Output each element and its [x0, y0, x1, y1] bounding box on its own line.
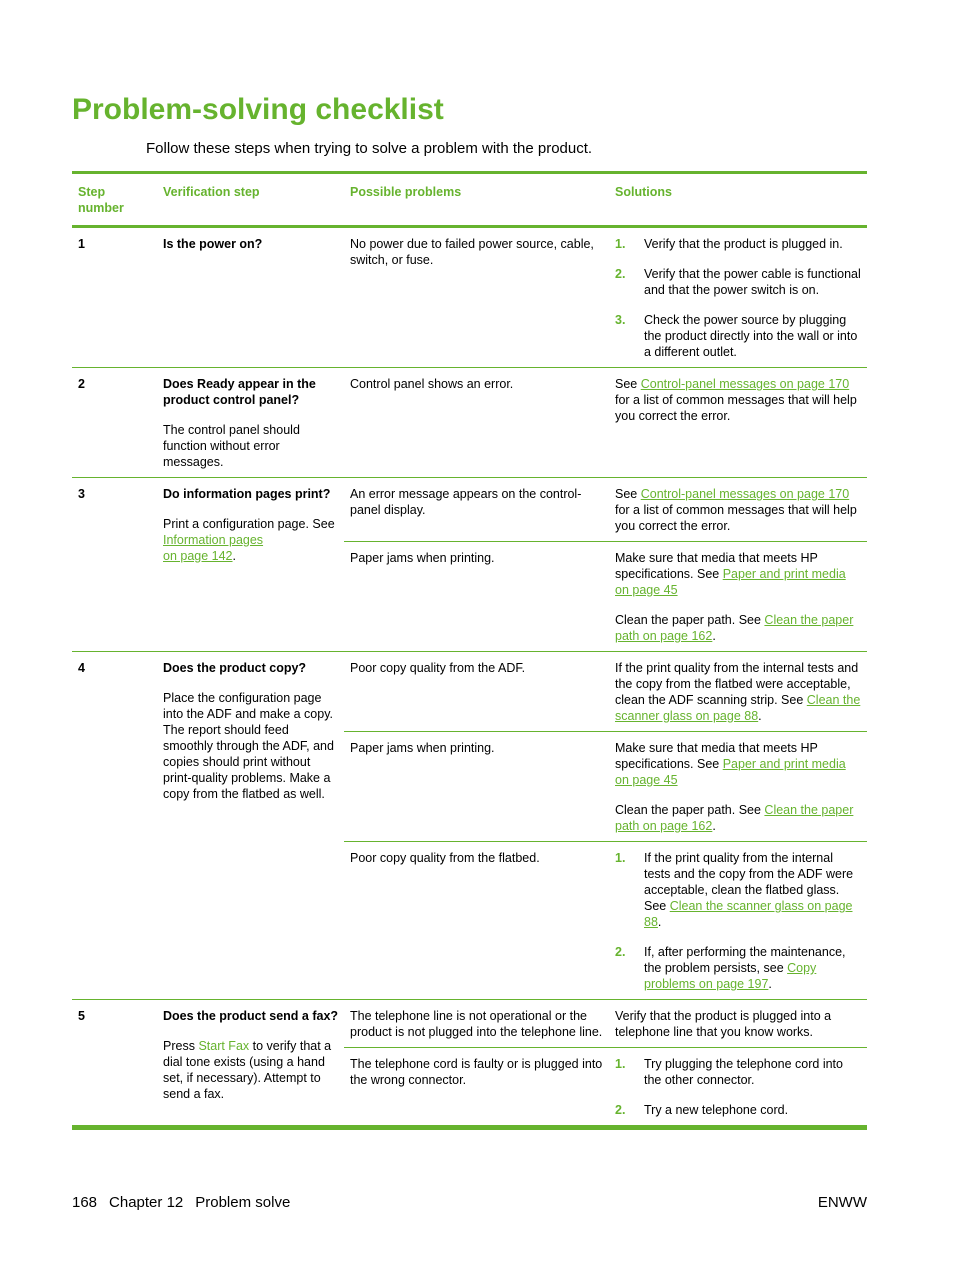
- table-header-row: [72, 173, 867, 227]
- possible-problem: Poor copy quality from the flatbed.: [344, 842, 609, 1000]
- possible-problem: The telephone line is not operational or the product is not plugged into the telephone line.: [344, 1000, 609, 1048]
- list-item: 3. Check the power source by plugging the product directly into the wall or into a different outlet.: [615, 313, 858, 359]
- possible-problem: Paper jams when printing.: [344, 732, 609, 842]
- link-information-pages-page[interactable]: on page 142: [163, 549, 233, 563]
- possible-problem: An error message appears on the control-panel display.: [344, 478, 609, 542]
- solution: [609, 842, 867, 1000]
- solution: Make sure that media that meets HP specifications. See Paper and print media on page 45 Clean the paper path. See Clean the paper path on page 162.: [609, 732, 867, 842]
- page-footer-right: ENWW: [817, 1194, 867, 1211]
- possible-problem: No power due to failed power source, cable, switch, or fuse.: [344, 227, 609, 368]
- header-solutions: Solutions: [609, 173, 867, 227]
- header-verification-step: Verification step: [157, 173, 344, 227]
- possible-problem: Control panel shows an error.: [344, 368, 609, 478]
- verification-step: Do information pages print? Print a configuration page. See Information pages on page 142.: [157, 478, 344, 652]
- intro-text: Follow these steps when trying to solve a problem with the product.: [146, 140, 593, 157]
- step-number: 1: [72, 227, 157, 368]
- link-clean-paper-path[interactable]: Clean the paper path on page 162: [615, 613, 854, 643]
- link-paper-and-print-media[interactable]: Paper and print media on page 45: [615, 567, 846, 597]
- solution-list: [615, 1056, 862, 1118]
- start-fax-key: Start Fax: [198, 1039, 250, 1053]
- table-row: [72, 1000, 867, 1048]
- link-clean-scanner-glass[interactable]: Clean the scanner glass on page 88: [615, 693, 861, 723]
- link-information-pages[interactable]: Information pages: [163, 533, 264, 547]
- step-number: 2: [72, 368, 157, 478]
- list-item: 1. If the print quality from the internal tests and the copy from the ADF were acceptable, clean the flatbed glass. See Clean the scanner glass on page 88.: [615, 851, 854, 929]
- solution: See Control-panel messages on page 170 for a list of common messages that will help you correct the error.: [609, 478, 867, 542]
- link-clean-paper-path[interactable]: Clean the paper path on page 162: [615, 803, 854, 833]
- link-control-panel-messages[interactable]: Control-panel messages on page 170: [640, 487, 850, 501]
- list-item: 1. Verify that the product is plugged in.: [615, 237, 843, 251]
- table-row: [72, 652, 867, 732]
- chapter-label: Chapter 12: [109, 1194, 184, 1211]
- verification-step: Does Ready appear in the product control panel? The control panel should function without error messages.: [157, 368, 344, 478]
- table-row: [72, 368, 867, 478]
- checklist-table: [72, 171, 867, 1130]
- page-number: 168: [72, 1194, 98, 1211]
- verification-step: Is the power on?: [157, 227, 344, 368]
- step-number: 5: [78, 1009, 85, 1023]
- link-control-panel-messages[interactable]: Control-panel messages on page 170: [640, 377, 850, 391]
- solution: See Control-panel messages on page 170 for a list of common messages that will help you correct the error.: [609, 368, 867, 478]
- solution: [609, 227, 867, 368]
- solution: Make sure that media that meets HP specifications. See Paper and print media on page 45 Clean the paper path. See Clean the paper path on page 162.: [609, 542, 867, 652]
- link-copy-problems[interactable]: Copy problems on page 197: [644, 961, 817, 991]
- list-item: 2. If, after performing the maintenance, the problem persists, see Copy problems on page 197.: [615, 945, 846, 991]
- section-label: Problem solve: [195, 1194, 291, 1211]
- solution-list: [615, 236, 862, 360]
- list-item: 1. Try plugging the telephone cord into the other connector.: [615, 1057, 843, 1087]
- solution: Verify that the product is plugged into a telephone line that you know works.: [609, 1000, 867, 1048]
- possible-problem: Poor copy quality from the ADF.: [344, 652, 609, 732]
- possible-problem: Paper jams when printing.: [344, 542, 609, 652]
- page-footer-left: [72, 1193, 290, 1213]
- step-number: 3: [72, 478, 157, 652]
- solution: If the print quality from the internal tests and the copy from the flatbed were acceptable, clean the ADF scanning strip. See Clean the scanner glass on page 88.: [609, 652, 867, 732]
- verification-step: Does the product send a fax? Press Start Fax to verify that a dial tone exists (using a hand set, if necessary). Attempt to send a fax.: [163, 1009, 339, 1101]
- verification-step: Does the product copy? Place the configuration page into the ADF and make a copy. The report should feed smoothly through the ADF, and copies should print without print-quality problems. Make a copy from the flatbed as well.: [157, 652, 344, 1000]
- header-possible-problems: Possible problems: [344, 173, 609, 227]
- possible-problem: The telephone cord is faulty or is plugged into the wrong connector.: [350, 1057, 603, 1087]
- link-clean-scanner-glass[interactable]: Clean the scanner glass on page 88: [644, 899, 853, 929]
- link-paper-and-print-media[interactable]: Paper and print media on page 45: [615, 757, 846, 787]
- list-item: 2. Try a new telephone cord.: [615, 1103, 789, 1117]
- page-title: Problem-solving checklist: [72, 93, 444, 126]
- step-number: 4: [72, 652, 157, 1000]
- checklist-table-wrapper: [72, 171, 867, 1130]
- table-row: [72, 227, 867, 368]
- solution: [609, 1048, 867, 1128]
- solution-list: [615, 850, 862, 992]
- table-row: [72, 478, 867, 542]
- header-step-number: Step number: [72, 173, 157, 227]
- list-item: 2. Verify that the power cable is functional and that the power switch is on.: [615, 267, 861, 297]
